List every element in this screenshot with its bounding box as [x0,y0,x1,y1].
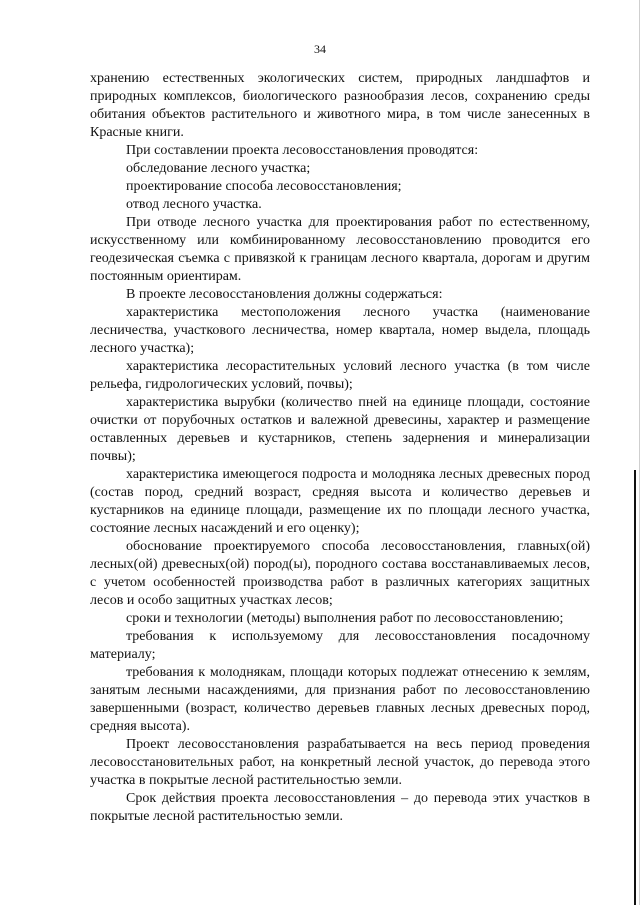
list-item: обоснование проектируемого способа лесовосстановления, главных(ой) лесных(ой) древесных(ой) пород(ы), породного состава восстанавливаемых лесов, с учетом особенностей производства работ в различных категориях защитных лесов и особо защитных участках лесов; [90,539,590,608]
list-item: отвод лесного участка. [126,197,262,212]
list-item: характеристика вырубки (количество пней на единице площади, состояние очистки от порубочных остатков и валежной древесины, характер и размещение оставленных деревьев и кустарников, степень задернения и минерализации почвы); [90,395,590,464]
body-text [90,70,590,826]
paragraph: В проекте лесовосстановления должны содержаться: [126,287,443,302]
paragraph: Проект лесовосстановления разрабатывается на весь период проведения лесовосстановительных работ, на конкретный лесной участок, до перевода этого участка в покрытые лесной растительностью земли. [90,737,590,788]
list-item: характеристика лесорастительных условий лесного участка (в том числе рельефа, гидрологических условий, почвы); [90,359,590,392]
paragraph: хранению естественных экологических систем, природных ландшафтов и природных комплексов, биологического разнообразия лесов, сохранению среды обитания объектов растительного и животного мира, в том числе занесенных в Красные книги. [90,71,590,140]
paragraph: Срок действия проекта лесовосстановления – до перевода этих участков в покрытые лесной растительностью земли. [90,791,590,824]
paragraph: При отводе лесного участка для проектирования работ по естественному, искусственному или комбинированному лесовосстановлению проводится его геодезическая съемка с привязкой к границам лесного квартала, дорогам и другим постоянным ориентирам. [90,215,590,284]
list-item: характеристика местоположения лесного участка (наименование лесничества, участкового лесничества, номер квартала, номер выдела, площадь лесного участка); [90,305,590,356]
page-number: 34 [314,42,326,56]
list-item: проектирование способа лесовосстановления; [126,179,402,194]
scan-edge-line [634,470,636,905]
list-item: сроки и технологии (методы) выполнения работ по лесовосстановлению; [126,611,564,626]
list-item: требования к молоднякам, площади которых подлежат отнесению к землям, занятым лесными насаждениями, для признания работ по лесовосстановлению завершенными (возраст, количество деревьев главных лесных древесных пород, средняя высота). [90,665,590,734]
list-item: требования к используемому для лесовосстановления посадочному материалу; [90,629,590,662]
paragraph: При составлении проекта лесовосстановления проводятся: [126,143,479,158]
list-item: характеристика имеющегося подроста и молодняка лесных древесных пород (состав пород, средний возраст, средняя высота и количество деревьев и кустарников на единице площади, размещение их по площади лесного участка, состояние лесных насаждений и его оценку); [90,467,590,536]
list-item: обследование лесного участка; [126,161,311,176]
